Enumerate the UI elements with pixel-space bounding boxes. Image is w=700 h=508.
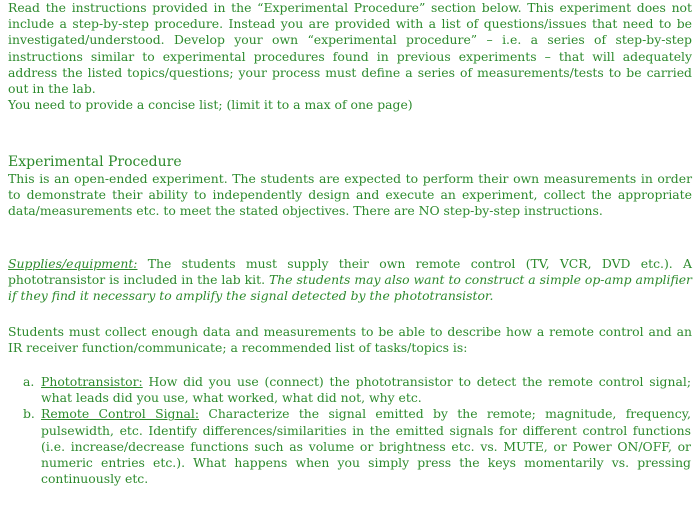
- tasks-intro-paragraph: Students must collect enough data and measurements to be able to describe how a remote control and an IR receiver function/communicate; a recommended list of tasks/topics is:: [8, 324, 692, 356]
- instructions-block: [8, 0, 692, 113]
- supplies-text: The students must supply their own remote control (TV, VCR, DVD etc.). A phototransistor is included in the lab kit.: [8, 256, 692, 288]
- section-heading: Experimental Procedure: [8, 154, 182, 170]
- task-marker: a.: [23, 374, 35, 389]
- task-text: Characterize the signal emitted by the remote; magnitude, frequency, pulsewidth, etc. Identify differences/similarities in the emitted signals for different control functions (i.e. increase/decrease functions such as volume or brightness etc. vs. MUTE, or Power ON/OFF, or numeric entries etc.). What happens when you simply press the keys momentarily vs. pressing continuously etc.: [41, 406, 691, 487]
- instructions-limit-line: You need to provide a concise list; (limit it to a max of one page): [8, 97, 413, 113]
- open-ended-paragraph: This is an open-ended experiment. The students are expected to perform their own measurements in order to demonstrate their ability to independently design and execute an experiment, collect the appropriate data/measurements etc. to meet the stated objectives. There are NO step-by-step instructions.: [8, 171, 692, 219]
- task-text: How did you use (connect) the phototransistor to detect the remote control signal; what leads did you use, what worked, what did not, why etc.: [41, 374, 691, 406]
- task-marker: b.: [23, 406, 35, 422]
- instructions-paragraph: Read the instructions provided in the “Experimental Procedure” section below. This experiment does not include a step-by-step procedure. Instead you are provided with a list of questions/issues that need to be investigated/understood. Develop your own “experimental procedure” – i.e. a series of step-by-step instructions similar to experimental procedures found in previous experiments – that will adequately address the listed topics/questions; your process must define a series of measurements/tests to be carried out in the lab.: [8, 0, 692, 97]
- task-label: Phototransistor:: [41, 374, 143, 389]
- supplies-label: Supplies/equipment:: [8, 256, 138, 271]
- supplies-italic-note: The students may also want to construct a simple op-amp amplifier if they find it necessary to amplify the signal detected by the phototransistor.: [8, 272, 692, 304]
- supplies-paragraph: [8, 256, 692, 305]
- task-label: Remote Control Signal:: [41, 406, 199, 422]
- task-list: [23, 374, 691, 487]
- task-item-remote-control-signal: [23, 406, 691, 487]
- task-item-phototransistor: [23, 374, 691, 406]
